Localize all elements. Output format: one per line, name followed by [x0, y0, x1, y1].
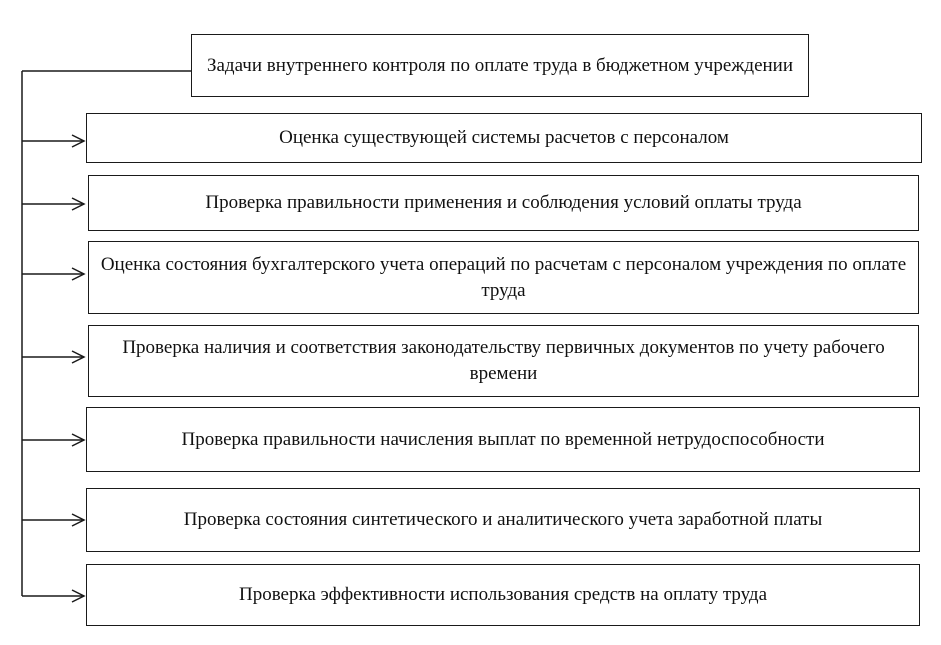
root-task-label: Задачи внутреннего контроля по оплате труда в бюджетном учреждении	[206, 54, 794, 76]
task-label-4: Проверка наличия и соответствия законодательству первичных документов по учету рабочего времени	[122, 337, 885, 384]
task-box-5	[86, 407, 920, 472]
arrowhead-icon	[72, 268, 84, 280]
task-label-2: Проверка правильности применения и соблюдения условий оплаты труда	[205, 192, 802, 213]
task-box-4	[88, 325, 919, 397]
task-box-2	[88, 175, 919, 231]
task-box-3	[88, 241, 919, 314]
arrowhead-icon	[72, 514, 84, 526]
task-box-7	[86, 564, 920, 626]
arrowhead-icon	[72, 434, 84, 446]
task-label-5: Проверка правильности начисления выплат по временной нетрудоспособности	[181, 428, 825, 450]
branch-arrow-3	[22, 268, 84, 280]
task-box-1	[86, 113, 922, 163]
arrowhead-icon	[72, 135, 84, 147]
task-box-6	[86, 488, 920, 552]
arrowhead-icon	[72, 590, 84, 602]
arrowhead-icon	[72, 198, 84, 210]
task-label-6: Проверка состояния синтетического и аналитического учета заработной платы	[183, 509, 823, 530]
branch-arrow-1	[22, 135, 84, 147]
task-label-3: Оценка состояния бухгалтерского учета операций по расчетам с персоналом учреждения по оплате труда	[100, 253, 907, 301]
branch-arrows	[22, 135, 84, 602]
branch-arrow-5	[22, 434, 84, 446]
branch-arrow-7	[22, 590, 84, 602]
branch-arrow-4	[22, 351, 84, 363]
task-label-7: Проверка эффективности использования средств на оплату труда	[238, 584, 768, 605]
task-label-1: Оценка существующей системы расчетов с персоналом	[279, 127, 729, 148]
arrowhead-icon	[72, 351, 84, 363]
branch-arrow-6	[22, 514, 84, 526]
branch-arrow-2	[22, 198, 84, 210]
root-task-box	[191, 34, 809, 97]
